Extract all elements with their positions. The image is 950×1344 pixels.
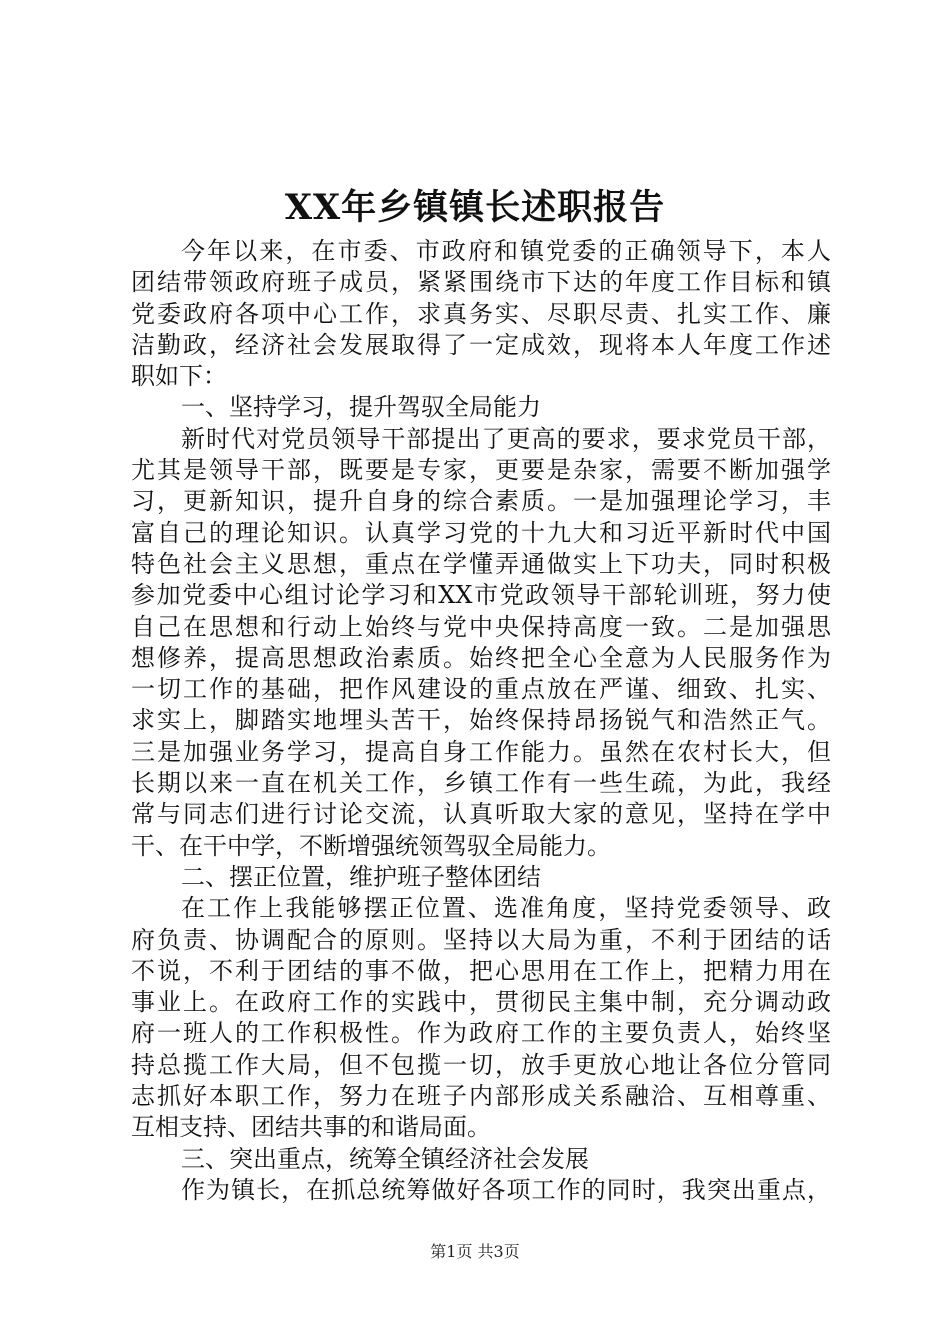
section-heading: 三、突出重点，统筹全镇经济社会发展	[181, 1144, 589, 1173]
document-body	[131, 236, 831, 1206]
paragraph-line: 干、在干中学，不断增强统领驾驭全局能力。	[131, 831, 611, 860]
paragraph-line: 富自己的理论知识。认真学习党的十九大和习近平新时代中国	[131, 518, 831, 547]
paragraph-line: 特色社会主义思想，重点在学懂弄通做实上下功夫，同时积极	[131, 549, 831, 578]
section-heading: 二、摆正位置，维护班子整体团结	[181, 862, 541, 891]
paragraph-line: 新时代对党员领导干部提出了更高的要求，要求党员干部，	[181, 424, 831, 453]
paragraph-line: 今年以来，在市委、市政府和镇党委的正确领导下，本人	[181, 237, 831, 265]
page-footer: 第1页 共3页	[430, 1242, 520, 1261]
paragraph-line: 府一班人的工作积极性。作为政府工作的主要负责人，始终坚	[131, 1019, 831, 1048]
paragraph-line: 职如下：	[131, 362, 227, 391]
paragraph-line: 互相支持、团结共事的和谐局面。	[131, 1113, 491, 1142]
paragraph-line: 想修养，提高思想政治素质。始终把全心全意为人民服务作为	[131, 643, 831, 672]
paragraph-line: 不说，不利于团结的事不做，把心思用在工作上，把精力用在	[131, 956, 831, 985]
paragraph-line: 尤其是领导干部，既要是专家，更要是杂家，需要不断加强学	[131, 456, 831, 485]
paragraph-line: 三是加强业务学习，提高自身工作能力。虽然在农村长大，但	[131, 737, 831, 766]
paragraph-line: 洁勤政，经济社会发展取得了一定成效，现将本人年度工作述	[131, 330, 831, 359]
section-heading: 一、坚持学习，提升驾驭全局能力	[181, 393, 541, 422]
paragraph-line: 自己在思想和行动上始终与党中央保持高度一致。二是加强思	[131, 612, 831, 641]
paragraph-line: 党委政府各项中心工作，求真务实、尽职尽责、扎实工作、廉	[131, 299, 831, 328]
paragraph-line: 团结带领政府班子成员，紧紧围绕市下达的年度工作目标和镇	[131, 268, 831, 297]
paragraph-line: 持总揽工作大局，但不包揽一切，放手更放心地让各位分管同	[131, 1050, 831, 1079]
paragraph-line: 常与同志们进行讨论交流，认真听取大家的意见，坚持在学中	[131, 800, 831, 829]
paragraph-line: 作为镇长，在抓总统筹做好各项工作的同时，我突出重点，	[181, 1175, 831, 1204]
paragraph-line: 长期以来一直在机关工作，乡镇工作有一些生疏，为此，我经	[131, 769, 831, 798]
paragraph-line: 事业上。在政府工作的实践中，贯彻民主集中制，充分调动政	[131, 988, 831, 1017]
document-title: XX年乡镇镇长述职报告	[284, 187, 666, 228]
paragraph-line: 参加党委中心组讨论学习和XX市党政领导干部轮训班，努力使	[131, 581, 831, 610]
paragraph-line: 习，更新知识，提升自身的综合素质。一是加强理论学习，丰	[131, 487, 831, 516]
paragraph-line: 志抓好本职工作，努力在班子内部形成关系融洽、互相尊重、	[131, 1082, 831, 1111]
paragraph-line: 一切工作的基础，把作风建设的重点放在严谨、细致、扎实、	[131, 675, 831, 704]
paragraph-line: 在工作上我能够摆正位置、选准角度，坚持党委领导、政	[181, 894, 831, 923]
paragraph-line: 求实上，脚踏实地埋头苦干，始终保持昂扬锐气和浩然正气。	[131, 706, 831, 735]
paragraph-line: 府负责、协调配合的原则。坚持以大局为重，不利于团结的话	[131, 925, 831, 954]
